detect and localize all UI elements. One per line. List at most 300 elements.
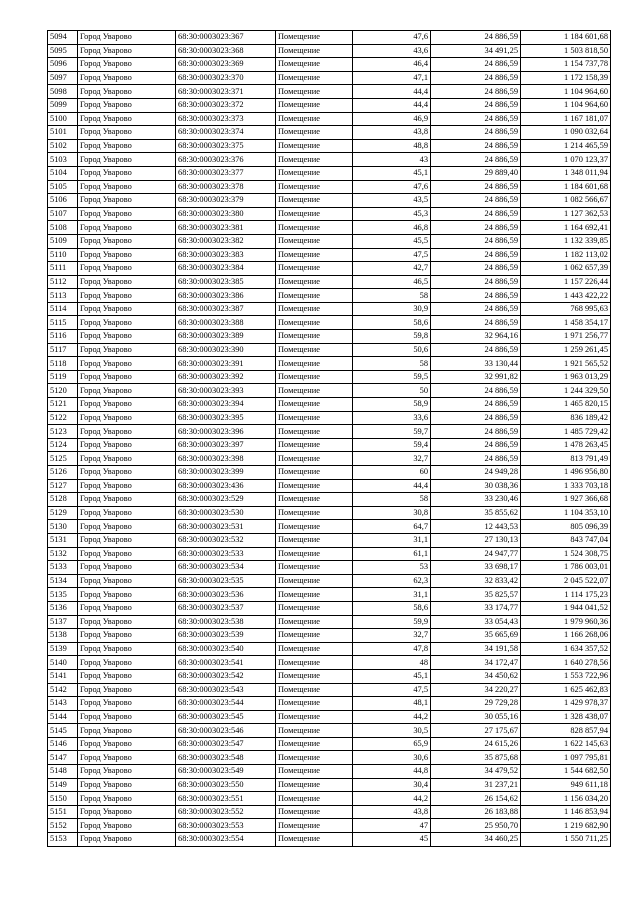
cell-specific-value: 24 886,59 <box>431 234 521 248</box>
cell-locality: Город Уварово <box>78 778 176 792</box>
cell-locality: Город Уварово <box>78 44 176 58</box>
cell-object-type: Помещение <box>276 710 353 724</box>
cell-object-type: Помещение <box>276 289 353 303</box>
cell-cadastral-number: 68:30:0003023:398 <box>176 452 276 466</box>
cell-area: 44,2 <box>353 792 431 806</box>
table-row <box>48 724 611 738</box>
cell-object-type: Помещение <box>276 275 353 289</box>
cell-cadastral-value: 1 786 003,01 <box>521 561 611 575</box>
cell-row-number: 5125 <box>48 452 78 466</box>
cell-locality: Город Уварово <box>78 737 176 751</box>
cell-object-type: Помещение <box>276 493 353 507</box>
cell-object-type: Помещение <box>276 166 353 180</box>
cell-cadastral-number: 68:30:0003023:545 <box>176 710 276 724</box>
cell-object-type: Помещение <box>276 438 353 452</box>
cell-locality: Город Уварово <box>78 724 176 738</box>
cell-cadastral-value: 1 333 703,18 <box>521 479 611 493</box>
cell-object-type: Помещение <box>276 574 353 588</box>
cell-cadastral-value: 828 857,94 <box>521 724 611 738</box>
cell-object-type: Помещение <box>276 221 353 235</box>
cell-area: 62,3 <box>353 574 431 588</box>
cell-object-type: Помещение <box>276 533 353 547</box>
cell-cadastral-number: 68:30:0003023:535 <box>176 574 276 588</box>
cell-area: 31,1 <box>353 533 431 547</box>
cell-specific-value: 27 175,67 <box>431 724 521 738</box>
cell-specific-value: 33 054,43 <box>431 615 521 629</box>
cell-cadastral-number: 68:30:0003023:541 <box>176 656 276 670</box>
cell-object-type: Помещение <box>276 262 353 276</box>
cell-object-type: Помещение <box>276 697 353 711</box>
table-row <box>48 194 611 208</box>
cell-area: 58,6 <box>353 316 431 330</box>
cell-locality: Город Уварово <box>78 398 176 412</box>
cell-object-type: Помещение <box>276 180 353 194</box>
cell-locality: Город Уварово <box>78 221 176 235</box>
table-row <box>48 547 611 561</box>
cell-locality: Город Уварово <box>78 166 176 180</box>
cell-specific-value: 24 886,59 <box>431 71 521 85</box>
cell-specific-value: 24 886,59 <box>431 411 521 425</box>
table-row <box>48 737 611 751</box>
cell-specific-value: 24 886,59 <box>431 207 521 221</box>
cell-cadastral-number: 68:30:0003023:391 <box>176 357 276 371</box>
cell-locality: Город Уварово <box>78 85 176 99</box>
cell-cadastral-value: 1 244 329,50 <box>521 384 611 398</box>
cell-cadastral-value: 1 082 566,67 <box>521 194 611 208</box>
table-row <box>48 629 611 643</box>
cell-area: 30,8 <box>353 506 431 520</box>
cell-specific-value: 31 237,21 <box>431 778 521 792</box>
cell-cadastral-number: 68:30:0003023:552 <box>176 805 276 819</box>
cell-cadastral-number: 68:30:0003023:382 <box>176 234 276 248</box>
cell-area: 60 <box>353 466 431 480</box>
cell-cadastral-value: 1 550 711,25 <box>521 833 611 847</box>
cell-cadastral-value: 1 146 853,94 <box>521 805 611 819</box>
cadastral-table <box>47 30 611 847</box>
cell-cadastral-number: 68:30:0003023:373 <box>176 112 276 126</box>
cell-cadastral-number: 68:30:0003023:372 <box>176 98 276 112</box>
cell-cadastral-value: 1 259 261,45 <box>521 343 611 357</box>
table-row <box>48 669 611 683</box>
table-row <box>48 425 611 439</box>
cell-cadastral-value: 1 625 462,83 <box>521 683 611 697</box>
cell-object-type: Помещение <box>276 452 353 466</box>
cell-cadastral-value: 1 184 601,68 <box>521 31 611 45</box>
cell-object-type: Помещение <box>276 357 353 371</box>
cell-area: 43,5 <box>353 194 431 208</box>
cell-locality: Город Уварово <box>78 316 176 330</box>
cell-object-type: Помещение <box>276 425 353 439</box>
cell-area: 30,5 <box>353 724 431 738</box>
cell-cadastral-number: 68:30:0003023:380 <box>176 207 276 221</box>
table-row <box>48 411 611 425</box>
cell-object-type: Помещение <box>276 737 353 751</box>
cell-row-number: 5129 <box>48 506 78 520</box>
table-row <box>48 384 611 398</box>
cell-row-number: 5114 <box>48 302 78 316</box>
cell-specific-value: 33 130,44 <box>431 357 521 371</box>
cell-row-number: 5110 <box>48 248 78 262</box>
table-row <box>48 520 611 534</box>
cell-locality: Город Уварово <box>78 302 176 316</box>
table-row <box>48 805 611 819</box>
cell-locality: Город Уварово <box>78 710 176 724</box>
table-row <box>48 180 611 194</box>
cell-locality: Город Уварово <box>78 466 176 480</box>
cell-specific-value: 34 172,47 <box>431 656 521 670</box>
cell-cadastral-number: 68:30:0003023:533 <box>176 547 276 561</box>
table-row <box>48 370 611 384</box>
cell-cadastral-number: 68:30:0003023:544 <box>176 697 276 711</box>
cell-cadastral-value: 1 478 263,45 <box>521 438 611 452</box>
table-row <box>48 533 611 547</box>
cell-row-number: 5127 <box>48 479 78 493</box>
cell-object-type: Помещение <box>276 724 353 738</box>
cell-locality: Город Уварово <box>78 370 176 384</box>
cell-cadastral-number: 68:30:0003023:374 <box>176 126 276 140</box>
cell-cadastral-value: 1 070 123,37 <box>521 153 611 167</box>
cell-object-type: Помещение <box>276 370 353 384</box>
cell-locality: Город Уварово <box>78 126 176 140</box>
cell-cadastral-value: 1 553 722,96 <box>521 669 611 683</box>
cell-locality: Город Уварово <box>78 629 176 643</box>
cell-cadastral-value: 836 189,42 <box>521 411 611 425</box>
cell-specific-value: 33 174,77 <box>431 601 521 615</box>
cell-locality: Город Уварово <box>78 833 176 847</box>
cell-row-number: 5151 <box>48 805 78 819</box>
cell-locality: Город Уварово <box>78 615 176 629</box>
cell-area: 44,4 <box>353 85 431 99</box>
cell-cadastral-number: 68:30:0003023:399 <box>176 466 276 480</box>
cell-cadastral-value: 1 132 339,85 <box>521 234 611 248</box>
cell-object-type: Помещение <box>276 302 353 316</box>
cell-locality: Город Уварово <box>78 411 176 425</box>
cell-row-number: 5123 <box>48 425 78 439</box>
cell-area: 30,6 <box>353 751 431 765</box>
cell-cadastral-value: 843 747,04 <box>521 533 611 547</box>
cell-specific-value: 24 886,59 <box>431 153 521 167</box>
cell-locality: Город Уварово <box>78 452 176 466</box>
cell-area: 59,4 <box>353 438 431 452</box>
cell-cadastral-number: 68:30:0003023:551 <box>176 792 276 806</box>
cell-cadastral-value: 1 458 354,17 <box>521 316 611 330</box>
cell-cadastral-value: 1 127 362,53 <box>521 207 611 221</box>
cell-specific-value: 32 833,42 <box>431 574 521 588</box>
cell-locality: Город Уварово <box>78 384 176 398</box>
cell-cadastral-number: 68:30:0003023:368 <box>176 44 276 58</box>
cell-cadastral-value: 1 348 011,94 <box>521 166 611 180</box>
cell-cadastral-number: 68:30:0003023:394 <box>176 398 276 412</box>
cell-specific-value: 24 947,77 <box>431 547 521 561</box>
cell-row-number: 5126 <box>48 466 78 480</box>
table-row <box>48 697 611 711</box>
cell-area: 44,4 <box>353 479 431 493</box>
cell-object-type: Помещение <box>276 629 353 643</box>
cell-specific-value: 24 886,59 <box>431 194 521 208</box>
cell-cadastral-value: 1 104 964,60 <box>521 98 611 112</box>
cell-specific-value: 24 886,59 <box>431 98 521 112</box>
cell-object-type: Помещение <box>276 520 353 534</box>
cell-cadastral-number: 68:30:0003023:397 <box>176 438 276 452</box>
table-row <box>48 819 611 833</box>
cell-specific-value: 35 825,57 <box>431 588 521 602</box>
cell-area: 46,8 <box>353 221 431 235</box>
cell-locality: Город Уварово <box>78 275 176 289</box>
cell-cadastral-number: 68:30:0003023:393 <box>176 384 276 398</box>
table-row <box>48 98 611 112</box>
cell-object-type: Помещение <box>276 85 353 99</box>
cell-area: 45 <box>353 833 431 847</box>
cell-area: 47,6 <box>353 180 431 194</box>
cell-cadastral-value: 1 182 113,02 <box>521 248 611 262</box>
cell-area: 48,1 <box>353 697 431 711</box>
cell-specific-value: 25 950,70 <box>431 819 521 833</box>
cell-cadastral-number: 68:30:0003023:370 <box>176 71 276 85</box>
cell-locality: Город Уварово <box>78 805 176 819</box>
cell-locality: Город Уварово <box>78 343 176 357</box>
cell-cadastral-value: 1 062 657,39 <box>521 262 611 276</box>
cell-row-number: 5108 <box>48 221 78 235</box>
cell-row-number: 5150 <box>48 792 78 806</box>
cell-object-type: Помещение <box>276 601 353 615</box>
cell-cadastral-value: 1 328 438,07 <box>521 710 611 724</box>
cell-area: 45,1 <box>353 669 431 683</box>
cell-area: 43,8 <box>353 805 431 819</box>
cell-area: 59,5 <box>353 370 431 384</box>
cell-object-type: Помещение <box>276 248 353 262</box>
cell-cadastral-value: 805 096,39 <box>521 520 611 534</box>
cell-cadastral-value: 1 114 175,23 <box>521 588 611 602</box>
cell-area: 58 <box>353 493 431 507</box>
cell-area: 58,9 <box>353 398 431 412</box>
cell-area: 65,9 <box>353 737 431 751</box>
cell-cadastral-value: 1 097 795,81 <box>521 751 611 765</box>
cell-cadastral-number: 68:30:0003023:547 <box>176 737 276 751</box>
cell-cadastral-value: 949 611,18 <box>521 778 611 792</box>
cell-cadastral-number: 68:30:0003023:389 <box>176 330 276 344</box>
cell-locality: Город Уварово <box>78 438 176 452</box>
cell-object-type: Помещение <box>276 126 353 140</box>
cell-locality: Город Уварово <box>78 561 176 575</box>
cell-cadastral-number: 68:30:0003023:529 <box>176 493 276 507</box>
cell-area: 46,4 <box>353 58 431 72</box>
table-row <box>48 574 611 588</box>
cell-cadastral-value: 1 927 366,68 <box>521 493 611 507</box>
table-row <box>48 561 611 575</box>
cell-object-type: Помещение <box>276 506 353 520</box>
cell-specific-value: 24 886,59 <box>431 112 521 126</box>
cell-object-type: Помещение <box>276 656 353 670</box>
cell-locality: Город Уварово <box>78 330 176 344</box>
table-row <box>48 302 611 316</box>
cell-row-number: 5116 <box>48 330 78 344</box>
cell-cadastral-value: 1 524 308,75 <box>521 547 611 561</box>
cell-row-number: 5105 <box>48 180 78 194</box>
cell-locality: Город Уварово <box>78 139 176 153</box>
cell-area: 47,5 <box>353 248 431 262</box>
cell-locality: Город Уварово <box>78 751 176 765</box>
cell-object-type: Помещение <box>276 384 353 398</box>
table-row <box>48 778 611 792</box>
cell-locality: Город Уварово <box>78 98 176 112</box>
table-row <box>48 615 611 629</box>
cell-cadastral-number: 68:30:0003023:375 <box>176 139 276 153</box>
cell-row-number: 5104 <box>48 166 78 180</box>
cell-specific-value: 12 443,53 <box>431 520 521 534</box>
table-row <box>48 44 611 58</box>
cell-area: 48,8 <box>353 139 431 153</box>
cell-specific-value: 34 460,25 <box>431 833 521 847</box>
cell-area: 32,7 <box>353 629 431 643</box>
table-row <box>48 642 611 656</box>
cell-cadastral-value: 813 791,49 <box>521 452 611 466</box>
cell-area: 48 <box>353 656 431 670</box>
cell-specific-value: 24 886,59 <box>431 248 521 262</box>
cell-specific-value: 24 886,59 <box>431 275 521 289</box>
cell-area: 47 <box>353 819 431 833</box>
cell-specific-value: 24 886,59 <box>431 343 521 357</box>
cell-cadastral-number: 68:30:0003023:532 <box>176 533 276 547</box>
cell-specific-value: 24 886,59 <box>431 398 521 412</box>
cell-specific-value: 24 886,59 <box>431 452 521 466</box>
cell-specific-value: 35 855,62 <box>431 506 521 520</box>
table-row <box>48 601 611 615</box>
cell-object-type: Помещение <box>276 642 353 656</box>
cell-cadastral-value: 1 172 158,39 <box>521 71 611 85</box>
cell-row-number: 5137 <box>48 615 78 629</box>
cell-cadastral-value: 1 634 357,52 <box>521 642 611 656</box>
cell-specific-value: 24 886,59 <box>431 85 521 99</box>
cell-area: 30,9 <box>353 302 431 316</box>
cell-object-type: Помещение <box>276 466 353 480</box>
cell-object-type: Помещение <box>276 44 353 58</box>
cell-cadastral-value: 1 154 737,78 <box>521 58 611 72</box>
cell-row-number: 5139 <box>48 642 78 656</box>
cell-cadastral-number: 68:30:0003023:387 <box>176 302 276 316</box>
cell-row-number: 5124 <box>48 438 78 452</box>
cell-locality: Город Уварово <box>78 520 176 534</box>
cell-locality: Город Уварово <box>78 642 176 656</box>
cell-locality: Город Уварово <box>78 656 176 670</box>
cell-specific-value: 24 886,59 <box>431 180 521 194</box>
cell-locality: Город Уварово <box>78 533 176 547</box>
cell-locality: Город Уварово <box>78 683 176 697</box>
cell-area: 44,4 <box>353 98 431 112</box>
cell-cadastral-value: 1 443 422,22 <box>521 289 611 303</box>
table-row <box>48 275 611 289</box>
cell-cadastral-value: 1 544 682,50 <box>521 765 611 779</box>
cell-cadastral-number: 68:30:0003023:538 <box>176 615 276 629</box>
cell-cadastral-value: 1 640 278,56 <box>521 656 611 670</box>
cell-cadastral-value: 1 157 226,44 <box>521 275 611 289</box>
cell-row-number: 5133 <box>48 561 78 575</box>
cell-specific-value: 24 886,59 <box>431 438 521 452</box>
table-row <box>48 438 611 452</box>
cell-cadastral-number: 68:30:0003023:385 <box>176 275 276 289</box>
table-row <box>48 166 611 180</box>
cell-area: 43 <box>353 153 431 167</box>
cell-area: 50 <box>353 384 431 398</box>
cell-cadastral-number: 68:30:0003023:548 <box>176 751 276 765</box>
cell-locality: Город Уварово <box>78 493 176 507</box>
cell-row-number: 5146 <box>48 737 78 751</box>
cell-row-number: 5117 <box>48 343 78 357</box>
cell-area: 31,1 <box>353 588 431 602</box>
cell-area: 45,1 <box>353 166 431 180</box>
cell-row-number: 5109 <box>48 234 78 248</box>
table-body <box>48 31 611 847</box>
cell-row-number: 5122 <box>48 411 78 425</box>
cell-row-number: 5115 <box>48 316 78 330</box>
table-row <box>48 248 611 262</box>
cell-object-type: Помещение <box>276 819 353 833</box>
cell-cadastral-number: 68:30:0003023:383 <box>176 248 276 262</box>
cell-cadastral-value: 1 090 032,64 <box>521 126 611 140</box>
cell-area: 46,5 <box>353 275 431 289</box>
cell-cadastral-number: 68:30:0003023:554 <box>176 833 276 847</box>
cell-row-number: 5149 <box>48 778 78 792</box>
cell-object-type: Помещение <box>276 112 353 126</box>
cell-cadastral-value: 1 214 465,59 <box>521 139 611 153</box>
cell-cadastral-value: 1 184 601,68 <box>521 180 611 194</box>
cell-cadastral-value: 1 104 964,60 <box>521 85 611 99</box>
cell-row-number: 5147 <box>48 751 78 765</box>
cell-cadastral-value: 1 485 729,42 <box>521 425 611 439</box>
cell-object-type: Помещение <box>276 411 353 425</box>
cell-cadastral-number: 68:30:0003023:537 <box>176 601 276 615</box>
cell-area: 43,6 <box>353 44 431 58</box>
cell-cadastral-number: 68:30:0003023:381 <box>176 221 276 235</box>
cell-locality: Город Уварово <box>78 588 176 602</box>
cell-specific-value: 29 889,40 <box>431 166 521 180</box>
cell-locality: Город Уварово <box>78 425 176 439</box>
cell-specific-value: 34 491,25 <box>431 44 521 58</box>
table-row <box>48 833 611 847</box>
cell-area: 47,8 <box>353 642 431 656</box>
cell-locality: Город Уварово <box>78 506 176 520</box>
cell-cadastral-number: 68:30:0003023:530 <box>176 506 276 520</box>
cell-area: 46,9 <box>353 112 431 126</box>
table-row <box>48 792 611 806</box>
cell-object-type: Помещение <box>276 805 353 819</box>
cell-object-type: Помещение <box>276 207 353 221</box>
cell-object-type: Помещение <box>276 330 353 344</box>
cell-locality: Город Уварово <box>78 289 176 303</box>
table-row <box>48 683 611 697</box>
cell-cadastral-number: 68:30:0003023:536 <box>176 588 276 602</box>
cell-row-number: 5145 <box>48 724 78 738</box>
cell-area: 45,5 <box>353 234 431 248</box>
table-row <box>48 479 611 493</box>
cell-cadastral-number: 68:30:0003023:390 <box>176 343 276 357</box>
cell-cadastral-number: 68:30:0003023:534 <box>176 561 276 575</box>
table-row <box>48 316 611 330</box>
cell-object-type: Помещение <box>276 588 353 602</box>
cell-row-number: 5143 <box>48 697 78 711</box>
cell-row-number: 5098 <box>48 85 78 99</box>
cell-specific-value: 32 964,16 <box>431 330 521 344</box>
cell-area: 44,8 <box>353 765 431 779</box>
cell-row-number: 5100 <box>48 112 78 126</box>
table-row <box>48 289 611 303</box>
cell-row-number: 5121 <box>48 398 78 412</box>
cell-specific-value: 33 698,17 <box>431 561 521 575</box>
cell-object-type: Помещение <box>276 398 353 412</box>
table-row <box>48 357 611 371</box>
cell-row-number: 5136 <box>48 601 78 615</box>
cell-specific-value: 24 886,59 <box>431 384 521 398</box>
cell-specific-value: 24 886,59 <box>431 126 521 140</box>
